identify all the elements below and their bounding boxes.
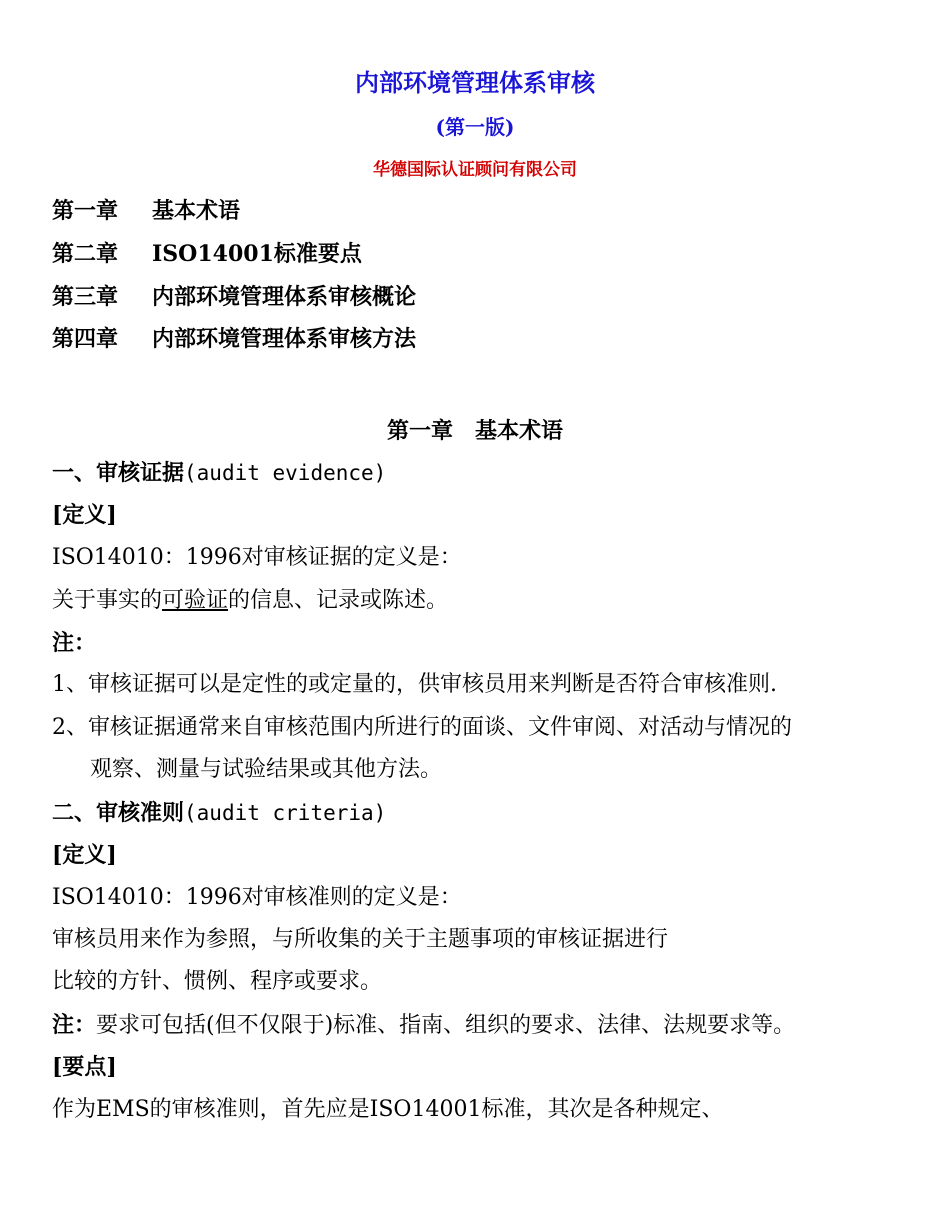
definition-text bbox=[52, 585, 448, 617]
definition-source: ISO14010：1996对审核证据的定义是： bbox=[52, 545, 462, 570]
chapter-label: 第一章 bbox=[386, 418, 453, 444]
section-heading-en: (audit evidence) bbox=[184, 461, 387, 485]
toc-chapter-title: 内部环境管理体系审核概论 bbox=[152, 284, 417, 310]
key-points-text: 作为EMS的审核准则，首先应是ISO14001标准，其次是各种规定、 bbox=[52, 1097, 724, 1122]
toc-item-4 bbox=[52, 323, 416, 355]
key-points-label: [要点] bbox=[52, 1054, 117, 1080]
toc-chapter-title: 基本术语 bbox=[152, 198, 241, 224]
note-label: 注： bbox=[52, 630, 97, 656]
section-heading-en: (audit criteria) bbox=[184, 801, 387, 825]
toc-chapter-title: 内部环境管理体系审核方法 bbox=[152, 326, 417, 352]
definition-underlined-term: 可验证 bbox=[162, 588, 229, 613]
definition-label: [定义] bbox=[52, 842, 117, 868]
note-item-2-continued: 观察、测量与试验结果或其他方法。 bbox=[90, 757, 443, 782]
note-line bbox=[52, 1009, 795, 1042]
toc-chapter-label: 第二章 bbox=[52, 241, 119, 267]
definition-text-part: 关于事实的 bbox=[52, 588, 163, 613]
toc-chapter-title: ISO14001标准要点 bbox=[152, 241, 362, 267]
document-title: 内部环境管理体系审核 bbox=[355, 68, 595, 97]
note-item-2: 2、审核证据通常来自审核范围内所进行的面谈、文件审阅、对活动与情况的 bbox=[52, 715, 792, 740]
section-heading-cn: 二、审核准则 bbox=[52, 800, 185, 826]
definition-text-line-2: 比较的方针、惯例、程序或要求。 bbox=[52, 969, 383, 994]
definition-text-line-1: 审核员用来作为参照，与所收集的关于主题事项的审核证据进行 bbox=[52, 927, 669, 952]
toc-chapter-label: 第三章 bbox=[52, 284, 119, 310]
note-label: 注： bbox=[52, 1012, 97, 1038]
section-heading-cn: 一、审核证据 bbox=[52, 460, 185, 486]
note-item-1: 1、审核证据可以是定性的或定量的，供审核员用来判断是否符合审核准则. bbox=[52, 672, 777, 697]
toc-chapter-label: 第四章 bbox=[52, 326, 119, 352]
section-heading-audit-evidence bbox=[52, 457, 386, 489]
definition-source: ISO14010：1996对审核准则的定义是： bbox=[52, 885, 462, 910]
chapter-title: 基本术语 bbox=[475, 418, 564, 444]
toc-item-2 bbox=[52, 238, 362, 270]
definition-text-part: 的信息、记录或陈述。 bbox=[228, 588, 449, 613]
chapter-heading bbox=[0, 415, 950, 447]
toc-item-3 bbox=[52, 281, 416, 313]
toc-chapter-label: 第一章 bbox=[52, 198, 119, 224]
definition-label: [定义] bbox=[52, 502, 117, 528]
toc-item-1 bbox=[52, 195, 240, 227]
document-edition: (第一版) bbox=[435, 115, 515, 139]
company-name: 华德国际认证顾问有限公司 bbox=[373, 160, 577, 180]
section-heading-audit-criteria bbox=[52, 797, 386, 829]
note-text: 要求可包括(但不仅限于)标准、指南、组织的要求、法律、法规要求等。 bbox=[96, 1013, 796, 1038]
